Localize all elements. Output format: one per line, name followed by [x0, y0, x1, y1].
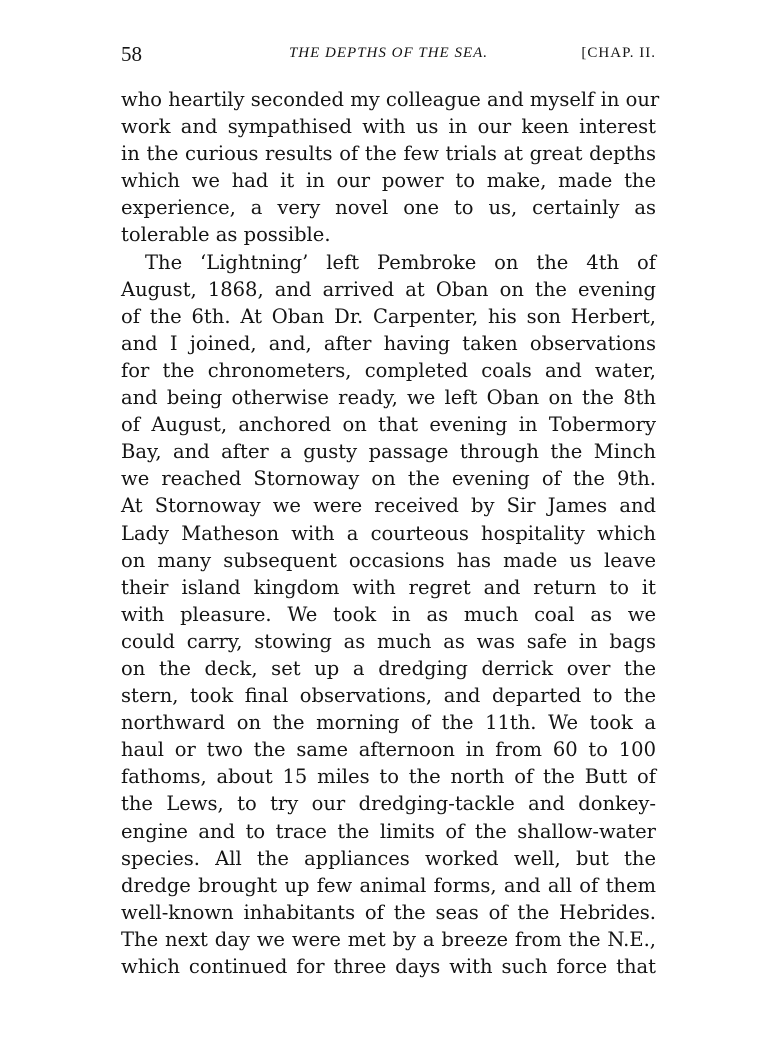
text-line: northward on the morning of the 11th. We took a [121, 711, 656, 735]
text-line: which continued for three days with such force that [121, 955, 656, 978]
page-header [121, 42, 656, 72]
text-line: we reached Stornoway on the evening of the 9th. [121, 467, 656, 491]
text-line: The ‘Lightning’ left Pembroke on the 4th of [145, 250, 656, 274]
text-line: Bay, and after a gusty passage through the Minch [121, 440, 656, 464]
text-line: dredge brought up few animal forms, and all of them [121, 873, 656, 897]
text-line: who heartily seconded my colleague and myself in our [121, 88, 660, 111]
running-title: THE DEPTHS OF THE SEA. [288, 45, 489, 61]
text-line: of the 6th. At Oban Dr. Carpenter, his son Herbert, [121, 304, 656, 328]
text-line: the Lews, to try our dredging-tackle and donkey- [121, 792, 656, 816]
body-text [121, 86, 660, 980]
page-number: 58 [121, 42, 142, 66]
text-line: stern, took final observations, and departed to the [121, 684, 656, 708]
text-line: on the deck, set up a dredging derrick over the [121, 656, 656, 680]
text-line: and I joined, and, after having taken observations [121, 331, 656, 355]
text-line: and being otherwise ready, we left Oban on the 8th [121, 386, 656, 410]
text-line: haul or two the same afternoon in from 60 to 100 [121, 738, 656, 762]
text-line: The next day we were met by a breeze from the N.E., [121, 927, 656, 951]
text-line: could carry, stowing as much as was safe in bags [121, 629, 656, 653]
text-line: fathoms, about 15 miles to the north of the Butt of [121, 765, 656, 789]
text-line: for the chronometers, completed coals and water, [121, 358, 656, 382]
text-line: with pleasure. We took in as much coal as we [121, 602, 656, 626]
text-line: which we had it in our power to make, made the [121, 169, 656, 193]
text-line: well-known inhabitants of the seas of the Hebrides. [121, 900, 656, 924]
text-line: work and sympathised with us in our keen interest [121, 115, 656, 139]
text-line: species. All the appliances worked well, but the [121, 846, 656, 870]
text-line: August, 1868, and arrived at Oban on the evening [121, 277, 656, 301]
text-line: their island kingdom with regret and return to it [121, 575, 656, 599]
text-line: on many subsequent occasions has made us leave [121, 548, 656, 572]
text-line: in the curious results of the few trials at great depths [121, 142, 656, 166]
text-line: At Stornoway we were received by Sir James and [121, 494, 656, 518]
text-line: of August, anchored on that evening in Tobermory [121, 413, 656, 437]
text-line: experience, a very novel one to us, certainly as [121, 196, 656, 220]
text-line: engine and to trace the limits of the shallow-water [121, 819, 656, 843]
text-line: Lady Matheson with a courteous hospitality which [121, 521, 656, 545]
chapter-label: [CHAP. II. [581, 45, 656, 61]
text-line: tolerable as possible. [121, 223, 331, 247]
